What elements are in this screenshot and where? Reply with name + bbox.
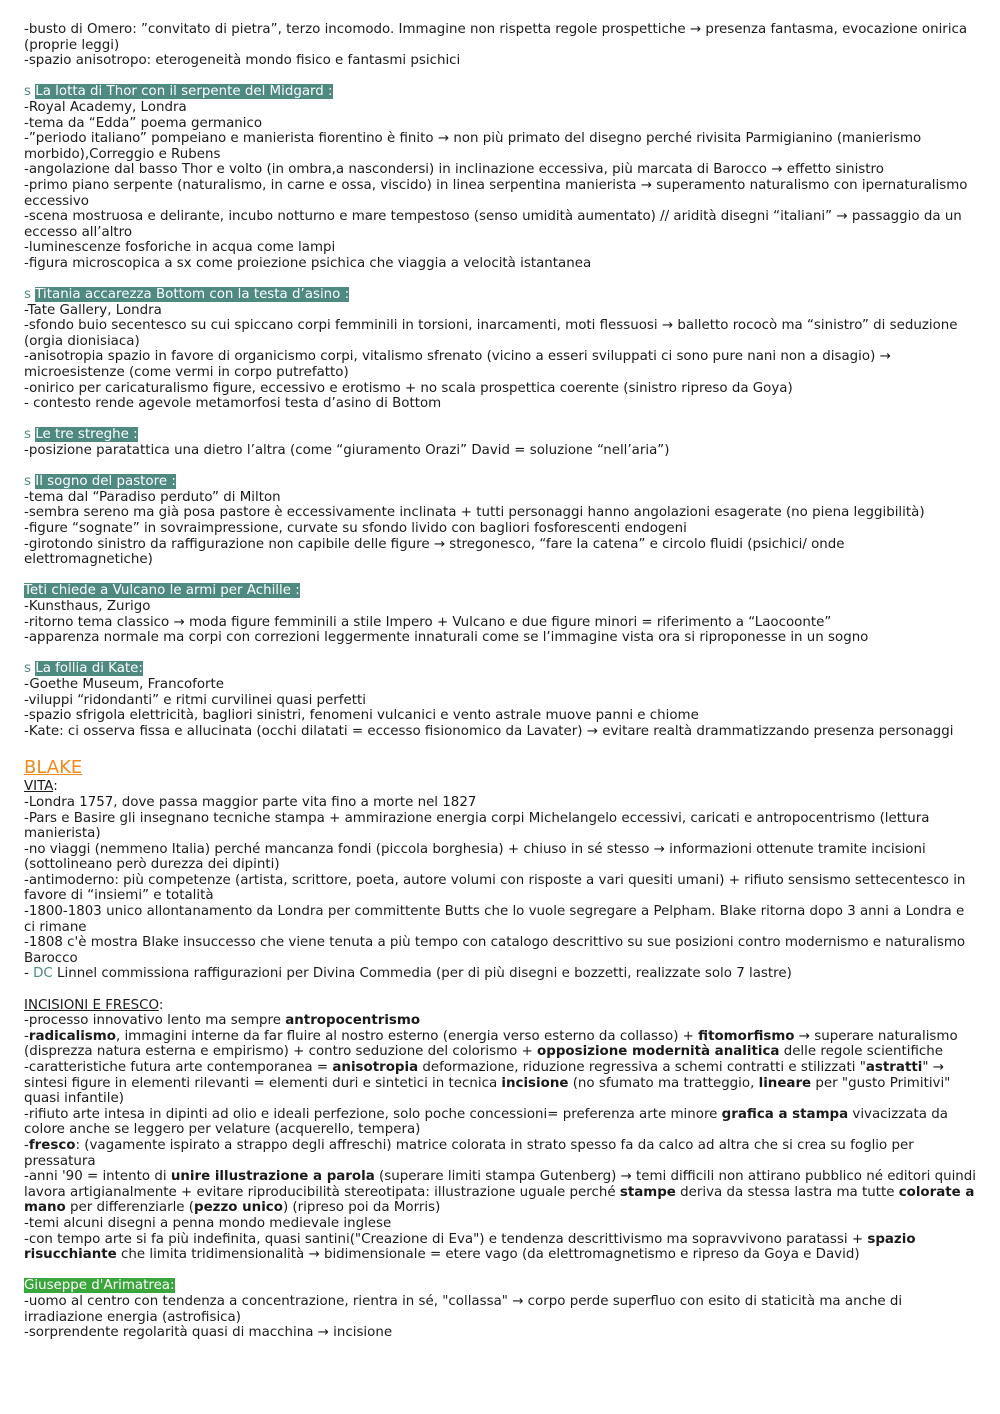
text-line: -tema da “Edda” poema germanico: [24, 115, 263, 131]
text-line: [24, 966, 976, 982]
text-line: -sembra sereno ma già posa pastore è eccessivamente inclinata + tutti personaggi hanno angolazioni esagerate (no piena leggibilità): [24, 505, 925, 521]
text-line: -Tate Gallery, Londra: [24, 302, 162, 318]
text-line: -antimoderno: più competenze (artista, scrittore, poeta, autore volumi con risposte a vari quesiti umani) + rifiuto sensismo settecentesco in favore di “insiemi” e totalità: [24, 872, 966, 904]
heading-label: Titania accarezza Bottom con la testa d’asino :: [35, 287, 350, 303]
bold-term: stampe: [619, 1184, 676, 1200]
text-line: -tema dal “Paradiso perduto” di Milton: [24, 489, 281, 505]
giuseppe-section: [24, 1278, 976, 1340]
text-run: vivacizzata da colore anche se leggero per velature (acquerello, tempera): [24, 1106, 948, 1138]
bold-term: colorate a mano: [24, 1184, 975, 1216]
bold-term: fitomorfismo: [698, 1028, 795, 1044]
bold-term: opposizione modernità analitica: [537, 1044, 780, 1060]
heading-bullet: s: [24, 474, 31, 490]
teti-section: [24, 583, 976, 645]
text-line: -viluppi “ridondanti” e ritmi curvilinei quasi perfetti: [24, 692, 366, 708]
blake-section: [24, 757, 976, 982]
bold-term: astratti: [865, 1060, 923, 1075]
pastore-section: [24, 474, 976, 568]
bold-term: incisione: [501, 1075, 569, 1091]
text-line: -temi alcuni disegni a penna mondo medievale inglese: [24, 1215, 392, 1231]
text-line: -Royal Academy, Londra: [24, 99, 187, 115]
text-line: [24, 1013, 976, 1029]
section-heading: [24, 661, 976, 677]
text-run: -con tempo arte si fa più indefinita, quasi santini("Creazione di Eva") e tendenza descrittivismo ma sopravvivono paratassi +: [24, 1231, 868, 1247]
heading-bullet: s: [24, 427, 31, 443]
text-line: [24, 1169, 976, 1216]
text-line: -Goethe Museum, Francoforte: [24, 676, 225, 692]
bold-term: anisotropia: [332, 1060, 419, 1075]
dc-rest: Linnel commissiona raffigurazioni per Divina Commedia (per di più disegni e bozzetti, realizzate solo 7 lastre): [52, 966, 792, 982]
text-line: -ritorno tema classico → moda figure femminili a stile Impero + Vulcano e due figure minori = riferimento a “Laocoonte”: [24, 614, 832, 630]
text-line: -uomo al centro con tendenza a concentrazione, rientra in sé, "collassa" → corpo perde superfluo con esito di staticità ma anche di irradiazione energia (astrofisica): [24, 1293, 903, 1325]
text-line: [24, 1138, 976, 1169]
text-run: delle regole scientifiche: [779, 1044, 944, 1060]
bold-term: pezzo unico: [194, 1200, 283, 1216]
intro-section: [24, 22, 976, 69]
text-run: " → sintesi figure in elementi rilevanti = elementi duri e sintetici in tecnica: [24, 1060, 944, 1091]
text-line: -no viaggi (nemmeno Italia) perché mancanza fondi (piccola borghesia) + chiuso in sé stesso → informazioni ottenute tramite incisioni (sottolineano però durezza dei dipinti): [24, 841, 926, 873]
dc-label: DC: [33, 966, 53, 982]
text-run: per differenziarle (: [65, 1200, 195, 1216]
text-run: deformazione, riduzione regressiva a schemi contratti e stilizzati ": [418, 1060, 866, 1075]
text-line: -onirico per caricaturalismo figure, eccessivo e erotismo + no scala prospettica coerente (sinistro ripreso da Goya): [24, 380, 793, 396]
text-line: -girotondo sinistro da raffigurazione non capibile delle figure → stregonesco, “fare la catena” e circolo fluidi (psichici/ onde elettromagnetiche): [24, 536, 845, 568]
incisioni-label: INCISIONI E FRESCO: [24, 997, 159, 1013]
heading-label: Giuseppe d'Arimatrea:: [24, 1278, 175, 1294]
text-run: ) (ripreso poi da Morris): [282, 1200, 441, 1216]
text-run: : (vagamente ispirato a strappo degli affreschi) matrice colorata in strato spesso fa da calco ad altra che si crea su foglio per pressatura: [24, 1137, 914, 1169]
blake-title: BLAKE: [24, 757, 83, 779]
incisioni-section: [24, 998, 976, 1263]
vita-heading: [24, 779, 976, 795]
thor-section: [24, 84, 976, 271]
text-run: -: [24, 1028, 29, 1044]
text-line: -primo piano serpente (naturalismo, in carne e ossa, viscido) in linea serpentina manierista → superamento naturalismo con ipernaturalismo eccessivo: [24, 177, 968, 209]
heading-label: Le tre streghe :: [35, 427, 138, 443]
incisioni-heading: [24, 998, 976, 1014]
titania-section: [24, 287, 976, 412]
text-line: -angolazione dal basso Thor e volto (in ombra,a nascondersi) in inclinazione eccessiva, più marcata di Barocco → effetto sinistro: [24, 162, 884, 178]
section-heading: [24, 427, 976, 443]
heading-label: La follia di Kate:: [35, 661, 143, 677]
text-line: -scena mostruosa e delirante, incubo notturno e mare tempestoso (senso umidità aumentato) // aridità disegni “italiani” → passaggio da un eccesso all’altro: [24, 209, 962, 240]
text-run: deriva da stessa lastra ma tutte: [675, 1184, 899, 1200]
text-line: [24, 1232, 976, 1263]
section-heading: [24, 84, 976, 100]
bold-term: fresco: [28, 1137, 76, 1153]
bold-term: radicalismo: [28, 1028, 116, 1044]
heading-bullet: s: [24, 84, 31, 100]
bold-term: spazio risucchiante: [24, 1231, 916, 1263]
text-line: [24, 1029, 976, 1060]
bold-term: grafica a stampa: [721, 1106, 849, 1122]
text-line: -figura microscopica a sx come proiezione psichica che viaggia a velocità istantanea: [24, 255, 592, 271]
heading-label: Il sogno del pastore :: [35, 474, 176, 490]
text-line: -Kate: ci osserva fissa e allucinata (occhi dilatati = eccesso fisionomico da Lavater) → evitare realtà drammatizzando presenza personaggi: [24, 723, 954, 739]
heading-bullet: s: [24, 287, 31, 303]
text-line: -sfondo buio secentesco su cui spiccano corpi femminili in torsioni, inarcamenti, moti flessuosi → balletto rococò ma “sinistro” di seduzione (orgia dionisiaca): [24, 318, 958, 349]
text-line: -1800-1803 unico allontanamento da Londra per committente Butts che lo vuole segregare a Pelpham. Blake ritorna dopo 3 anni a Londra e ci rimane: [24, 904, 965, 935]
text-line: -anisotropia spazio in favore di organicismo corpi, vitalismo sfrenato (vicino a esseri sviluppati ci sono pure nani non a disagio) → microesistenze (come vermi in corpo putrefatto): [24, 349, 891, 381]
text-line: -apparenza normale ma corpi con correzioni leggermente innaturali come se l’immagine vista ora si riproponesse in un sogno: [24, 630, 869, 646]
dc-prefix: -: [24, 966, 34, 982]
text-line: -sorprendente regolarità quasi di macchina → incisione: [24, 1325, 393, 1341]
text-line: [24, 1060, 976, 1107]
text-line: -Pars e Basire gli insegnano tecniche stampa + ammirazione energia corpi Michelangelo eccessivi, caricati e antropocentrismo (lettura manierista): [24, 810, 930, 842]
vita-colon: :: [53, 779, 58, 795]
text-line: [24, 1107, 976, 1138]
bold-term: lineare: [758, 1075, 812, 1091]
text-line: -spazio sfrigola elettricità, bagliori sinistri, fenomeni vulcanici e vento astrale muove panni e chiome: [24, 708, 699, 724]
text-line: -posizione paratattica una dietro l’altra (come “giuramento Orazi” David = soluzione “nell’aria”): [24, 443, 670, 459]
text-run: , immagini interne da far fluire al nostro esterno (energia verso esterno da collasso) +: [115, 1028, 699, 1044]
heading-label: Teti chiede a Vulcano le armi per Achille :: [24, 583, 300, 599]
text-run: -rifiuto arte intesa in dipinti ad olio e ideali perfezione, solo poche concessioni= preferenza arte minore: [24, 1106, 722, 1122]
section-heading: [24, 287, 976, 303]
text-run: (no sfumato ma tratteggio,: [568, 1075, 759, 1091]
incisioni-colon: :: [158, 997, 164, 1013]
vita-label: VITA: [24, 779, 54, 795]
text-run: che limita tridimensionalità → bidimensionale = etere vago (da elettromagnetismo e ripreso da Goya e David): [116, 1247, 860, 1263]
section-heading: [24, 1278, 976, 1294]
text-line: -luminescenze fosforiche in acqua come lampi: [24, 240, 336, 256]
heading-bullet: s: [24, 661, 31, 677]
section-heading: [24, 474, 976, 490]
text-line: -1808 c'è mostra Blake insuccesso che viene tenuta a più tempo con catalogo descrittivo su sue posizioni contro modernismo e naturalismo Barocco: [24, 935, 966, 966]
text-line: -spazio anisotropo: eterogeneità mondo fisico e fantasmi psichici: [24, 53, 461, 69]
text-run: -anni '90 = intento di: [24, 1169, 171, 1185]
text-line: -figure “sognate” in sovraimpressione, curvate su sfondo livido con bagliori fosforescenti endogeni: [24, 521, 687, 536]
streghe-section: [24, 427, 976, 458]
text-line: -Kunsthaus, Zurigo: [24, 598, 151, 614]
bold-term: unire illustrazione a parola: [170, 1169, 375, 1185]
section-heading: [24, 583, 976, 599]
bold-term: antropocentrismo: [285, 1013, 421, 1029]
text-run: -caratteristiche futura arte contemporanea =: [24, 1060, 333, 1075]
text-line: -Londra 1757, dove passa maggior parte vita fino a morte nel 1827: [24, 794, 477, 810]
text-line: -”periodo italiano” pompeiano e manierista fiorentino è finito → non più primato del disegno perché rivisita Parmigianino (manierismo morbido),Correggio e Rubens: [24, 131, 922, 162]
text-line: -busto di Omero: ”convitato di pietra”, terzo incomodo. Immagine non rispetta regole prospettiche → presenza fantasma, evocazione onirica (proprie leggi): [24, 22, 968, 53]
text-run: -: [24, 1137, 29, 1153]
heading-label: La lotta di Thor con il serpente del Midgard :: [35, 84, 333, 100]
kate-section: [24, 661, 976, 739]
text-run: -processo innovativo lento ma sempre: [24, 1013, 286, 1029]
text-run: → superare naturalismo (disprezza natura esterna e empirismo) + contro seduzione del colorismo +: [24, 1028, 958, 1060]
text-run: per "gusto Primitivi" quasi infantile): [24, 1075, 951, 1107]
text-line: - contesto rende agevole metamorfosi testa d’asino di Bottom: [24, 396, 442, 412]
text-run: (superare limiti stampa Gutenberg) → temi difficili non attirano pubblico né editori quindi lavora artigianalmente + evitare riproducibilità stereotipata: illustrazione uguale perché: [24, 1169, 976, 1200]
